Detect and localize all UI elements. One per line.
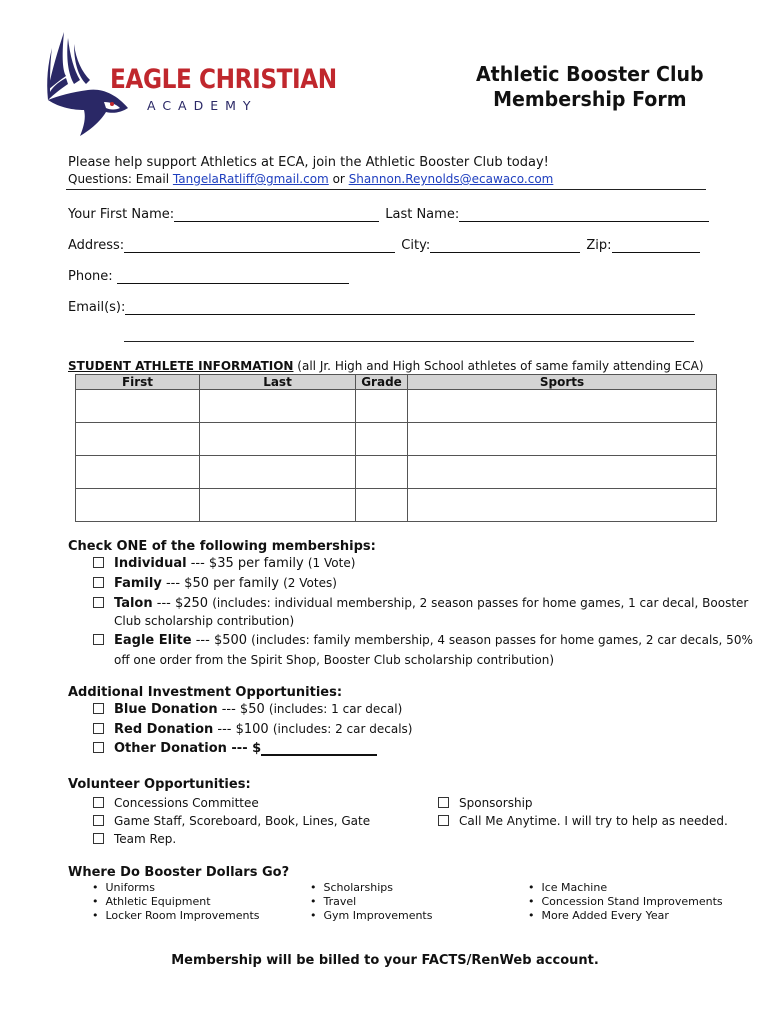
membership-note: (includes: individual membership, 2 season passes for home games, 1 car decal, Booster [212, 596, 749, 610]
volunteer-label: Game Staff, Scoreboard, Book, Lines, Gate [114, 814, 371, 828]
email-field-2[interactable] [124, 341, 694, 342]
col-last: Last [200, 375, 356, 390]
table-row [76, 489, 717, 522]
email-link-1[interactable]: TangelaRatliff@gmail.com [172, 172, 329, 186]
membership-note-cont: off one order from the Spirit Shop, Booster Club scholarship contribution) [114, 653, 554, 667]
student-note: (all Jr. High and High School athletes of same family attending ECA) [297, 359, 704, 373]
phone-field[interactable] [117, 270, 349, 284]
donation-note: (includes: 1 car decal) [268, 702, 403, 716]
membership-note: (2 Votes) [283, 576, 337, 590]
billing-note: Membership will be billed to your FACTS/RenWeb account. [171, 953, 599, 968]
red-donation-checkbox[interactable] [93, 723, 104, 734]
membership-name: Eagle Elite [114, 633, 192, 648]
col-first: First [76, 375, 200, 390]
donation-name: Other Donation --- $ [114, 741, 262, 756]
dollars-column-2 [310, 881, 432, 923]
table-cell[interactable] [408, 489, 717, 522]
divider [66, 189, 706, 190]
membership-price: --- $35 per family [190, 556, 304, 571]
volunteer-checkbox[interactable] [93, 833, 104, 844]
volunteer-label: Call Me Anytime. I will try to help as needed. [459, 814, 728, 828]
membership-talon [93, 596, 748, 611]
email-field[interactable] [125, 301, 695, 315]
table-cell[interactable] [200, 489, 356, 522]
address-field[interactable] [124, 239, 395, 253]
dollars-heading: Where Do Booster Dollars Go? [68, 865, 290, 880]
volunteer-checkbox[interactable] [438, 815, 449, 826]
list-item: • More Added Every Year [528, 909, 723, 923]
membership-name: Talon [114, 596, 153, 611]
list-item: • Uniforms [92, 881, 260, 895]
donation-note: (includes: 2 car decals) [272, 722, 413, 736]
table-cell[interactable] [408, 456, 717, 489]
phone-label: Phone: [68, 269, 113, 284]
col-grade: Grade [356, 375, 408, 390]
individual-checkbox[interactable] [93, 557, 104, 568]
membership-price: --- $250 [156, 596, 209, 611]
dollars-column-3 [528, 881, 723, 923]
membership-name: Individual [114, 556, 187, 571]
student-heading: STUDENT ATHLETE INFORMATION [68, 359, 294, 373]
volunteer-checkbox[interactable] [93, 815, 104, 826]
city-label: City: [401, 238, 431, 253]
table-row [76, 390, 717, 423]
membership-family [93, 576, 337, 591]
volunteer-item [438, 814, 728, 828]
other-donation-field[interactable] [261, 741, 377, 756]
table-cell[interactable] [356, 390, 408, 423]
volunteer-checkbox[interactable] [93, 797, 104, 808]
questions-prefix: Questions: Email [68, 172, 170, 186]
donation-price: --- $100 [217, 722, 269, 737]
title-line-1: Athletic Booster Club [476, 62, 704, 86]
volunteer-item [438, 796, 533, 810]
list-item: • Concession Stand Improvements [528, 895, 723, 909]
volunteer-label: Team Rep. [114, 832, 177, 846]
table-header [76, 375, 717, 390]
table-cell[interactable] [200, 390, 356, 423]
address-label: Address: [68, 238, 125, 253]
talon-checkbox[interactable] [93, 597, 104, 608]
volunteer-item [93, 814, 370, 828]
membership-note-cont: Club scholarship contribution) [114, 614, 295, 628]
phone-row [68, 269, 349, 284]
investment-red [93, 722, 412, 737]
student-table [75, 374, 717, 522]
zip-label: Zip: [586, 238, 612, 253]
table-row [76, 423, 717, 456]
table-cell[interactable] [200, 423, 356, 456]
first-name-field[interactable] [174, 208, 379, 222]
donation-name: Blue Donation [114, 702, 218, 717]
volunteer-checkbox[interactable] [438, 797, 449, 808]
list-item: • Travel [310, 895, 432, 909]
volunteer-item [93, 832, 176, 846]
volunteer-label: Concessions Committee [114, 796, 259, 810]
membership-individual [93, 556, 355, 571]
table-cell[interactable] [76, 456, 200, 489]
dollars-column-1 [92, 881, 260, 923]
last-name-field[interactable] [459, 208, 709, 222]
city-field[interactable] [430, 239, 580, 253]
membership-price: --- $50 per family [165, 576, 279, 591]
membership-note: (includes: family membership, 4 season passes for home games, 2 car decals, 50% [251, 633, 753, 647]
name-row [68, 207, 709, 222]
donation-name: Red Donation [114, 722, 214, 737]
donation-price: --- $50 [221, 702, 265, 717]
table-cell[interactable] [76, 390, 200, 423]
investment-blue [93, 702, 402, 717]
list-item: • Scholarships [310, 881, 432, 895]
title-line-2: Membership Form [493, 87, 687, 111]
last-name-label: Last Name: [385, 207, 460, 222]
memberships-heading: Check ONE of the following memberships: [68, 539, 376, 554]
table-row [76, 456, 717, 489]
zip-field[interactable] [612, 239, 700, 253]
list-item: • Locker Room Improvements [92, 909, 260, 923]
list-item: • Athletic Equipment [92, 895, 260, 909]
questions-or: or [332, 172, 345, 186]
address-row [68, 238, 700, 253]
logo-subtitle: ACADEMY [147, 98, 258, 113]
table-cell[interactable] [356, 456, 408, 489]
investment-other [93, 741, 377, 756]
form-title [476, 62, 704, 112]
membership-name: Family [114, 576, 162, 591]
membership-eagle-elite [93, 633, 753, 648]
first-name-label: Your First Name: [68, 207, 175, 222]
questions-line [68, 172, 553, 186]
volunteer-label: Sponsorship [459, 796, 533, 810]
intro-text: Please help support Athletics at ECA, join the Athletic Booster Club today! [68, 155, 549, 170]
table-cell[interactable] [356, 489, 408, 522]
logo-title: EAGLE CHRISTIAN [110, 64, 337, 95]
family-checkbox[interactable] [93, 577, 104, 588]
membership-price: --- $500 [195, 633, 248, 648]
table-cell[interactable] [76, 489, 200, 522]
volunteer-item [93, 796, 259, 810]
membership-note: (1 Vote) [307, 556, 356, 570]
email-label: Email(s): [68, 300, 126, 315]
table-cell[interactable] [356, 423, 408, 456]
other-donation-checkbox[interactable] [93, 742, 104, 753]
list-item: • Gym Improvements [310, 909, 432, 923]
volunteer-heading: Volunteer Opportunities: [68, 777, 251, 792]
col-sports: Sports [408, 375, 717, 390]
email-row [68, 300, 695, 315]
eagle-elite-checkbox[interactable] [93, 634, 104, 645]
table-cell[interactable] [200, 456, 356, 489]
investment-heading: Additional Investment Opportunities: [68, 685, 343, 700]
list-item: • Ice Machine [528, 881, 723, 895]
email-link-2[interactable]: Shannon.Reynolds@ecawaco.com [348, 172, 554, 186]
student-heading-row [68, 359, 704, 373]
table-cell[interactable] [408, 423, 717, 456]
blue-donation-checkbox[interactable] [93, 703, 104, 714]
table-cell[interactable] [76, 423, 200, 456]
table-cell[interactable] [408, 390, 717, 423]
